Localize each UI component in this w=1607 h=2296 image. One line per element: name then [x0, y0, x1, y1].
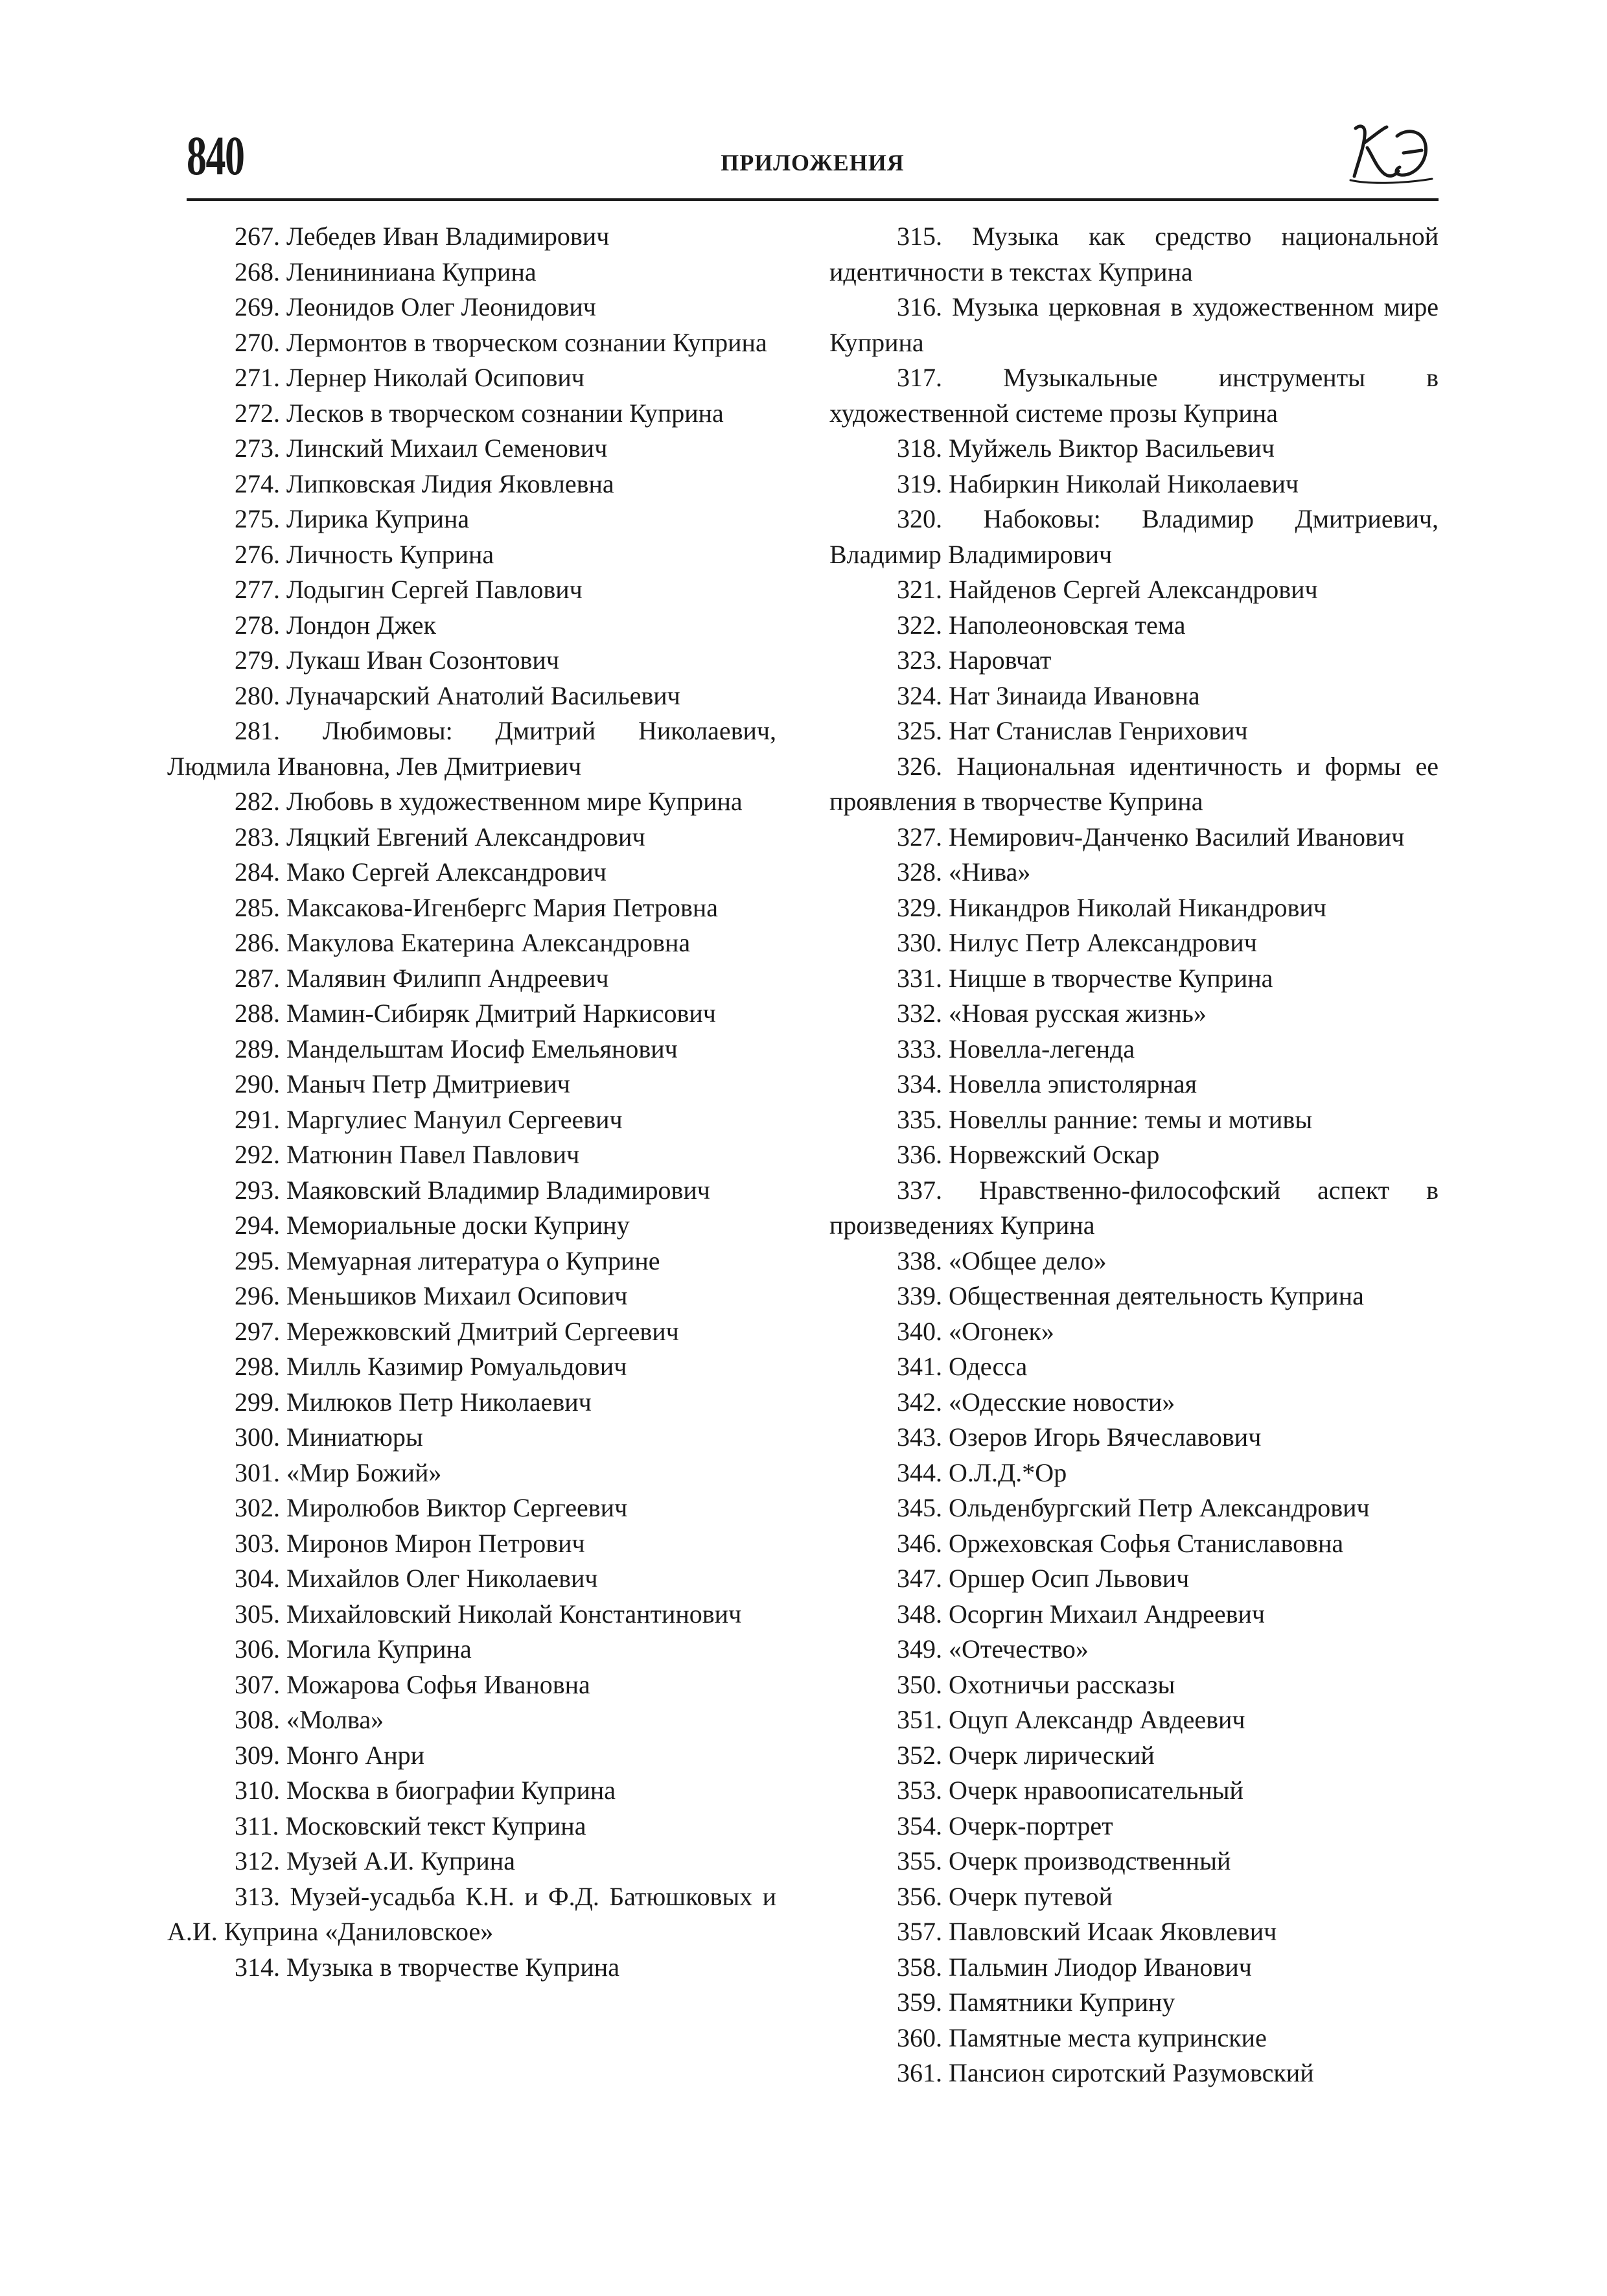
- index-entry: 306. Могила Куприна: [235, 1634, 472, 1664]
- index-entry: 304. Михайлов Олег Николаевич: [235, 1564, 598, 1593]
- index-entry: 272. Лесков в творческом сознании Куприна: [235, 398, 724, 428]
- index-entry: 309. Монго Анри: [235, 1740, 425, 1770]
- page-number: 840: [187, 124, 244, 187]
- index-entry: 322. Наполеоновская тема: [897, 610, 1186, 640]
- index-entry: 296. Меньшиков Михаил Осипович: [235, 1281, 628, 1310]
- index-entry: 342. «Одесские новости»: [897, 1387, 1175, 1417]
- index-entry: 295. Мемуарная литература о Куприне: [235, 1246, 660, 1275]
- running-head: ПРИЛОЖЕНИЯ: [721, 150, 905, 176]
- index-entry: 286. Макулова Екатерина Александровна: [235, 928, 691, 957]
- index-entry: 338. «Общее дело»: [897, 1246, 1107, 1275]
- right-column: [829, 219, 1439, 2091]
- index-entry: 319. Набиркин Николай Николаевич: [897, 469, 1299, 498]
- index-entry: 297. Мережковский Дмитрий Сергеевич: [235, 1316, 679, 1346]
- index-entry: 356. Очерк путевой: [897, 1881, 1113, 1911]
- index-entry: 311. Московский текст Куприна: [235, 1811, 586, 1840]
- index-entry: 327. Немирович-Данченко Василий Иванович: [897, 822, 1405, 852]
- index-entry: 284. Мако Сергей Александрович: [235, 857, 607, 887]
- index-entry: 336. Норвежский Оскар: [897, 1140, 1160, 1169]
- index-entry: 294. Мемориальные доски Куприну: [235, 1211, 630, 1240]
- index-entry: 345. Ольденбургский Петр Александрович: [897, 1493, 1370, 1522]
- index-entry: 300. Миниатюры: [235, 1422, 423, 1452]
- index-entry: 282. Любовь в художественном мире Куприна: [235, 787, 743, 816]
- index-entry: 334. Новелла эпистолярная: [897, 1069, 1197, 1098]
- index-entry: 268. Ленининиана Куприна: [235, 257, 537, 286]
- index-entry: 267. Лебедев Иван Владимирович: [235, 222, 610, 251]
- index-entry: 303. Миронов Мирон Петрович: [235, 1528, 585, 1558]
- index-entry: 348. Осоргин Михаил Андреевич: [897, 1599, 1265, 1629]
- index-entry: 275. Лирика Куприна: [235, 504, 470, 533]
- index-entry: 274. Липковская Лидия Яковлевна: [235, 469, 614, 498]
- index-entry: 315. Музыка как средство национальной идентичности в текстах Куприна: [829, 222, 1439, 286]
- index-entry: 331. Ницше в творчестве Куприна: [897, 963, 1273, 993]
- index-entry: 357. Павловский Исаак Яковлевич: [897, 1917, 1277, 1946]
- index-entry: 314. Музыка в творчестве Куприна: [235, 1952, 619, 1982]
- index-entry: 287. Малявин Филипп Андреевич: [235, 963, 609, 993]
- index-entry: 270. Лермонтов в творческом сознании Куприна: [235, 327, 767, 357]
- header-rule: [187, 198, 1439, 201]
- index-entry: 301. «Мир Божий»: [235, 1457, 442, 1487]
- index-entry: 299. Милюков Петр Николаевич: [235, 1387, 592, 1417]
- index-entry: 310. Москва в биографии Куприна: [235, 1776, 616, 1805]
- index-entry: 346. Оржеховская Софья Станиславовна: [897, 1528, 1344, 1558]
- index-entry: 307. Можарова Софья Ивановна: [235, 1669, 590, 1699]
- index-entry: 316. Музыка церковная в художественном мире Куприна: [829, 292, 1439, 357]
- index-entry: 355. Очерк производственный: [897, 1846, 1231, 1875]
- index-entry: 323. Наровчат: [897, 645, 1052, 675]
- index-entry: 291. Маргулиес Мануил Сергеевич: [235, 1104, 623, 1134]
- index-entry: 271. Лернер Николай Осипович: [235, 363, 584, 392]
- index-entry: 302. Миролюбов Виктор Сергеевич: [235, 1493, 628, 1522]
- index-entry: 283. Ляцкий Евгений Александрович: [235, 822, 645, 852]
- index-entry: 308. «Молва»: [235, 1705, 384, 1734]
- index-entry: 317. Музыкальные инструменты в художественной системе прозы Куприна: [829, 363, 1439, 428]
- index-entry: 340. «Огонек»: [897, 1316, 1054, 1346]
- index-entry: 358. Пальмин Лиодор Иванович: [897, 1952, 1252, 1982]
- index-entry: 335. Новеллы ранние: темы и мотивы: [897, 1104, 1313, 1134]
- index-entry: 350. Охотничьи рассказы: [897, 1669, 1175, 1699]
- index-entry: 279. Лукаш Иван Созонтович: [235, 645, 559, 675]
- index-entry: 349. «Отечество»: [897, 1634, 1089, 1664]
- index-entry: 313. Музей-усадьба К.Н. и Ф.Д. Батюшковых и А.И. Куприна «Даниловское»: [167, 1881, 776, 1946]
- index-entry: 293. Маяковский Владимир Владимирович: [235, 1175, 710, 1205]
- index-entry: 347. Оршер Осип Львович: [897, 1564, 1190, 1593]
- index-entry: 277. Лодыгин Сергей Павлович: [235, 575, 583, 604]
- index-entry: 281. Любимовы: Дмитрий Николаевич, Людмила Ивановна, Лев Дмитриевич: [167, 716, 776, 781]
- index-entry: 290. Маныч Петр Дмитриевич: [235, 1069, 570, 1098]
- index-entry: 273. Линский Михаил Семенович: [235, 434, 608, 463]
- index-entry: 351. Оцуп Александр Авдеевич: [897, 1705, 1245, 1734]
- index-entry: 332. «Новая русская жизнь»: [897, 999, 1207, 1028]
- index-entry: 353. Очерк нравоописательный: [897, 1776, 1243, 1805]
- index-entry: 305. Михайловский Николай Константинович: [235, 1599, 742, 1629]
- index-entry: 359. Памятники Куприну: [897, 1988, 1175, 2017]
- index-entry: 285. Максакова-Игенбергс Мария Петровна: [235, 892, 719, 922]
- index-entry: 344. О.Л.Д.*Ор: [897, 1457, 1067, 1487]
- index-entry: 288. Мамин-Сибиряк Дмитрий Наркисович: [235, 999, 716, 1028]
- index-entry: 361. Пансион сиротский Разумовский: [897, 2058, 1314, 2087]
- index-entry: 326. Национальная идентичность и формы ее проявления в творчестве Куприна: [829, 751, 1439, 816]
- index-entry: 330. Нилус Петр Александрович: [897, 928, 1257, 957]
- index-entry: 325. Нат Станислав Генрихович: [897, 716, 1248, 745]
- index-entry: 329. Никандров Николай Никандрович: [897, 892, 1326, 922]
- index-entry: 298. Милль Казимир Ромуальдович: [235, 1352, 627, 1381]
- index-entry: 278. Лондон Джек: [235, 610, 436, 640]
- index-entry: 289. Мандельштам Иосиф Емельянович: [235, 1034, 678, 1063]
- index-entry: 343. Озеров Игорь Вячеславович: [897, 1422, 1262, 1452]
- left-column: [167, 219, 776, 1985]
- index-entry: 339. Общественная деятельность Куприна: [897, 1281, 1364, 1310]
- index-entry: 352. Очерк лирический: [897, 1740, 1155, 1770]
- monogram-logo: [1341, 117, 1439, 188]
- index-entry: 333. Новелла-легенда: [897, 1034, 1135, 1063]
- index-entry: 269. Леонидов Олег Леонидович: [235, 292, 596, 321]
- index-entry: 337. Нравственно-философский аспект в произведениях Куприна: [829, 1175, 1439, 1240]
- index-entry: 318. Муйжель Виктор Васильевич: [897, 434, 1275, 463]
- index-entry: 321. Найденов Сергей Александрович: [897, 575, 1318, 604]
- index-entry: 341. Одесса: [897, 1352, 1028, 1381]
- index-entry: 312. Музей А.И. Куприна: [235, 1846, 515, 1875]
- index-entry: 320. Набоковы: Владимир Дмитриевич, Владимир Владимирович: [829, 504, 1439, 569]
- page-header: [187, 117, 1439, 201]
- index-entry: 324. Нат Зинаида Ивановна: [897, 680, 1200, 710]
- index-entry: 276. Личность Куприна: [235, 539, 494, 569]
- index-entry: 328. «Нива»: [897, 857, 1031, 887]
- index-entry: 292. Матюнин Павел Павлович: [235, 1140, 580, 1169]
- index-entry: 354. Очерк-портрет: [897, 1811, 1113, 1840]
- index-entry: 280. Луначарский Анатолий Васильевич: [235, 680, 680, 710]
- index-entry: 360. Памятные места купринские: [897, 2023, 1267, 2052]
